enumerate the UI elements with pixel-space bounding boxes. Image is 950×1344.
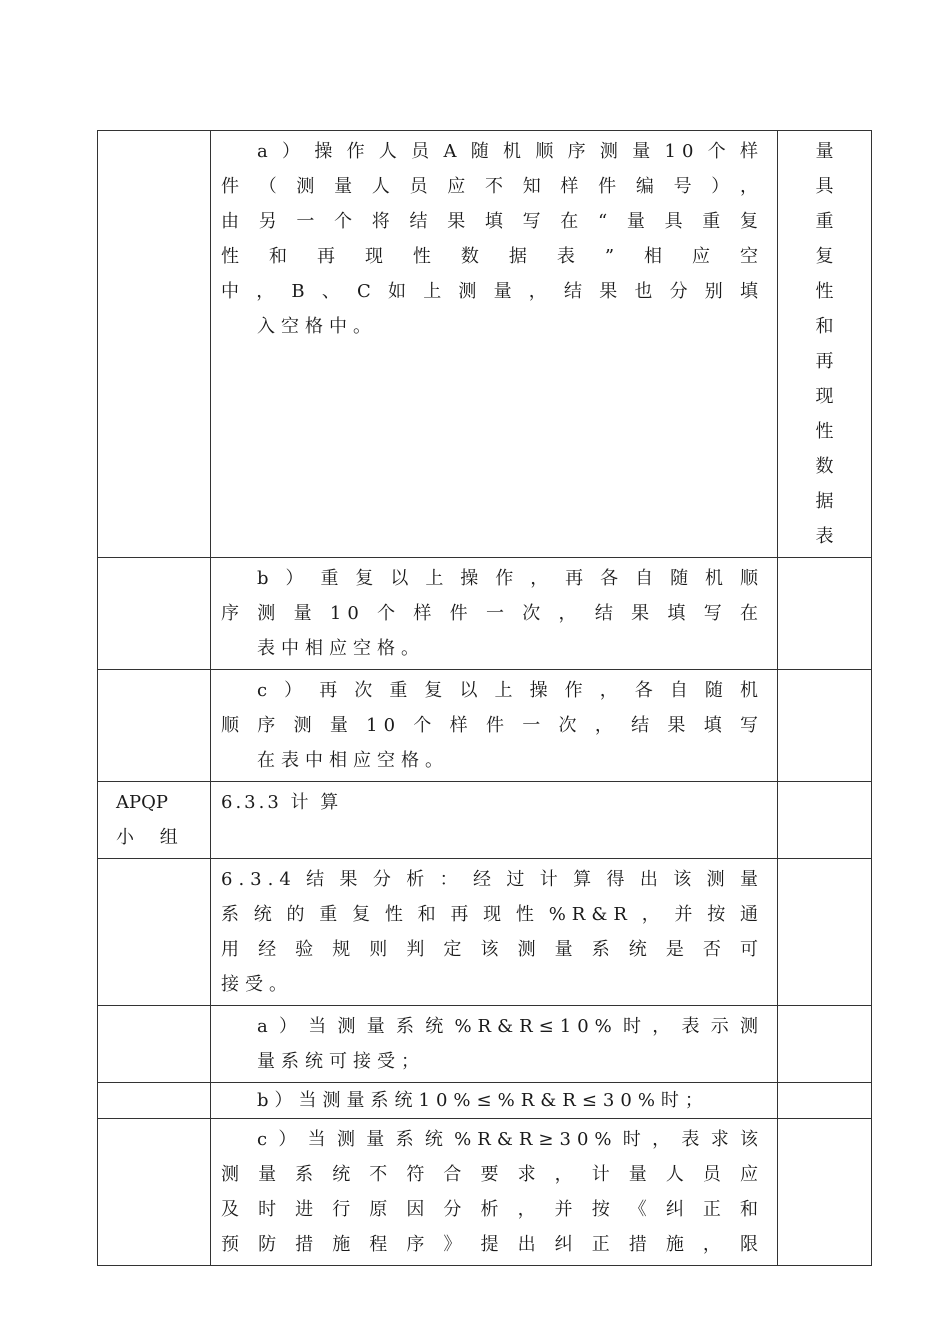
responsibility-cell [98, 1083, 211, 1119]
procedure-table [97, 130, 872, 1266]
responsible-party-suffix: 小 组 [116, 827, 188, 848]
responsibility-cell [98, 558, 211, 670]
table-row [98, 131, 872, 558]
table-row [98, 1083, 872, 1119]
responsibility-cell [98, 670, 211, 782]
record-form-cell [778, 859, 872, 1006]
record-form-cell [778, 782, 872, 859]
step-text: b）重复以上操作，再各自随机顺 序测量10个样件一次，结果填写在 表中相应空格。 [221, 568, 764, 659]
record-form-cell [778, 1119, 872, 1266]
step-text: 6.3.4结果分析：经过计算得出该测量 系统的重复性和再现性%R&R，并按通 用经验规则判定该测量系统是否可 接受。 [221, 869, 764, 995]
record-form-cell [778, 1083, 872, 1119]
step-text: b）当测量系统10%≤%R&R≤30%时； [257, 1090, 709, 1111]
step-text: a）操作人员A随机顺序测量10个样 件（测量人员应不知样件编号）， 由另一个将结果填写在“量具重复 性和再现性数据表”相应空 中，B、C如上测量，结果也分别填 入空格中。 [221, 141, 764, 337]
table-row [98, 670, 872, 782]
table-row [98, 558, 872, 670]
step-content-cell [211, 782, 778, 859]
responsibility-cell [98, 131, 211, 558]
step-content-cell [211, 1083, 778, 1119]
record-form-cell [778, 1006, 872, 1083]
step-content-cell [211, 859, 778, 1006]
step-content-cell [211, 558, 778, 670]
responsibility-cell [98, 782, 211, 859]
record-form-label: 量 具 重 复 性 和 再 现 性 数 据 表 [815, 141, 834, 547]
responsibility-cell [98, 859, 211, 1006]
step-content-cell [211, 670, 778, 782]
table-row [98, 1006, 872, 1083]
step-text: c）当测量系统%R&R≥30%时，表求该 测量系统不符合要求，计量人员应 及时进行原因分析，并按《纠正和 预防措施程序》提出纠正措施，限 [221, 1129, 764, 1255]
step-content-cell [211, 131, 778, 558]
section-heading: 6.3.3 计 算 [221, 792, 342, 813]
step-text: c）再次重复以上操作，各自随机 顺序测量10个样件一次，结果填写 在表中相应空格。 [221, 680, 764, 771]
responsible-party: APQP [116, 792, 168, 813]
step-content-cell [211, 1119, 778, 1266]
responsibility-cell [98, 1006, 211, 1083]
record-form-cell [778, 131, 872, 558]
table-row [98, 859, 872, 1006]
table-row [98, 782, 872, 859]
step-content-cell [211, 1006, 778, 1083]
record-form-cell [778, 558, 872, 670]
responsibility-cell [98, 1119, 211, 1266]
table-row [98, 1119, 872, 1266]
record-form-cell [778, 670, 872, 782]
step-text: a）当测量系统%R&R≤10%时，表示测 量系统可接受； [257, 1016, 764, 1072]
